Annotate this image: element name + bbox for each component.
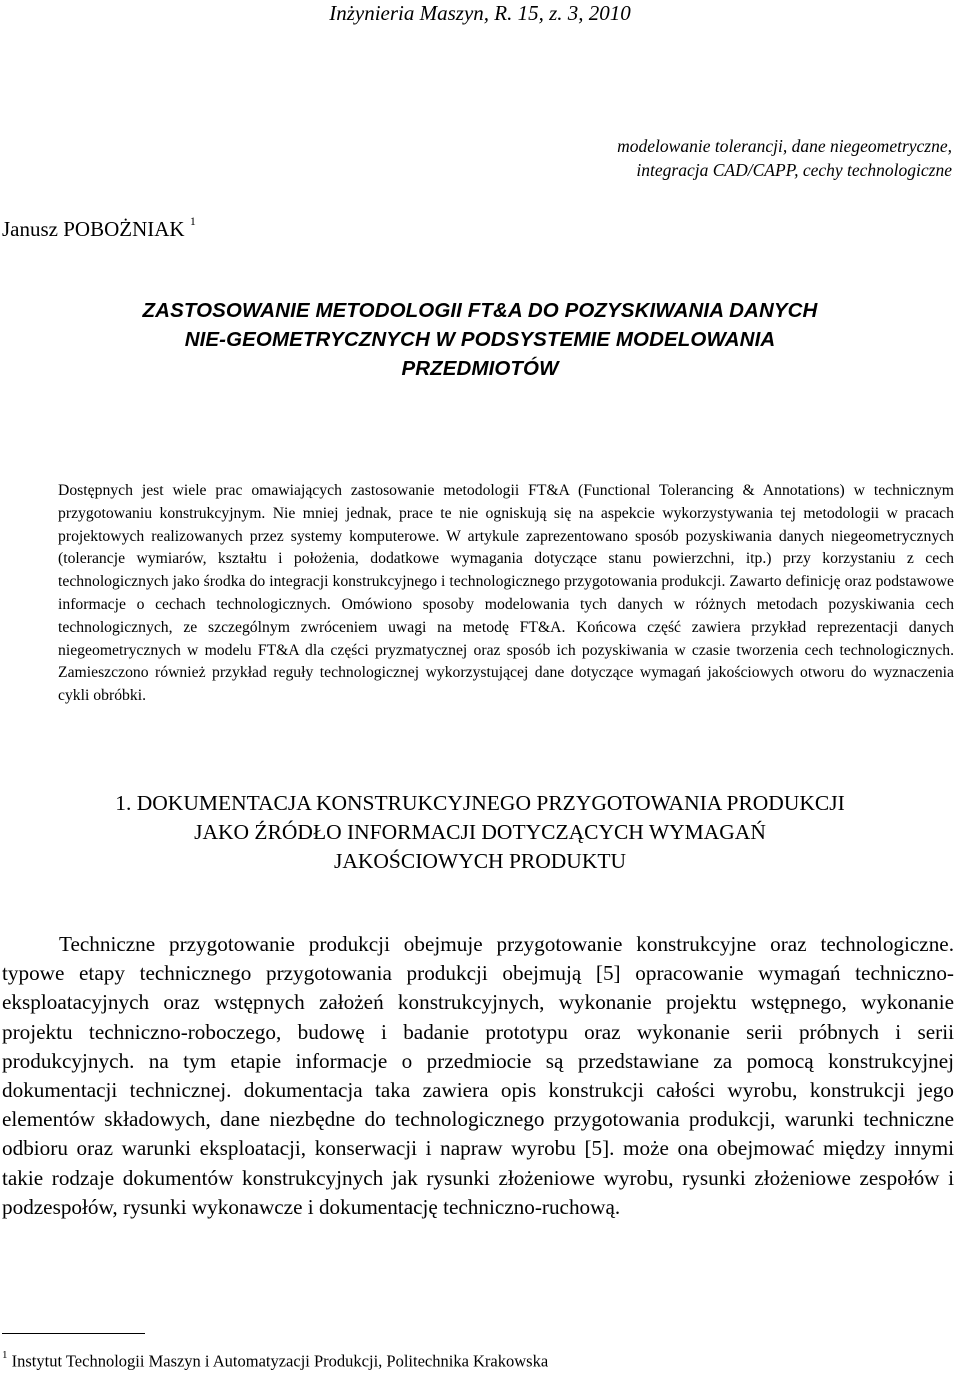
- title-line-1: ZASTOSOWANIE METODOLOGII FT&A DO POZYSKIWANIA DANYCH: [142, 299, 818, 322]
- abstract: [58, 480, 954, 708]
- footnote: [2, 1346, 548, 1373]
- footnote-divider: [2, 1333, 145, 1334]
- keywords-line-2: integracja CAD/CAPP, cechy technologiczne: [636, 160, 952, 180]
- title-line-3: PRZEDMIOTÓW: [401, 357, 559, 380]
- author-name: Janusz POBOŻNIAK: [2, 217, 185, 241]
- footnote-text: Instytut Technologii Maszyn i Automatyzacji Produkcji, Politechnika Krakowska: [11, 1351, 549, 1371]
- journal-citation: Inżynieria Maszyn, R. 15, z. 3, 2010: [329, 1, 631, 25]
- section-heading: [0, 789, 960, 876]
- keywords-line-1: modelowanie tolerancji, dane niegeometryczne,: [617, 136, 952, 156]
- section-body: [2, 930, 954, 1222]
- section-paragraph: Techniczne przygotowanie produkcji obejmuje przygotowanie konstrukcyjne oraz technologiczne. typowe etapy technicznego przygotowania produkcji obejmują [5] opracowanie wymagań techniczno- eksploatacyjnych oraz wstępnych założeń konstrukcyjnych, wykonanie projektu wstępnego, wykonanie projektu techniczno-roboczego, budowę i badanie prototypu oraz wykonanie serii próbnych i serii produkcyjnych. na tym etapie informacje o przedmiocie są przedstawiane za pomocą konstrukcyjnej dokumentacji technicznej. dokumentacja taka zawiera opis konstrukcji całości wyrobu, konstrukcji jego elementów składowych, dane niezbędne do technologicznego przygotowania produkcji, warunki techniczne odbioru oraz warunki eksploatacji, konserwacji i napraw wyrobu [5]. może ona obejmować między innymi takie rodzaje dokumentów konstrukcyjnych jak rysunki złożeniowe wyrobu, rysunki złożeniowe zespołów i podzespołów, rysunki wykonawcze i dokumentację techniczno-ruchową.: [2, 932, 954, 1219]
- title-line-2: NIE-GEOMETRYCZNYCH W PODSYSTEMIE MODELOWANIA: [184, 328, 776, 351]
- section-heading-line-3: JAKOŚCIOWYCH PRODUKTU: [333, 849, 627, 873]
- journal-header: [0, 0, 960, 26]
- author: [2, 210, 196, 243]
- abstract-text: Dostępnych jest wiele prac omawiających zastosowanie metodologii FT&A (Functional Tolerancing & Annotations) w technicznym przygotowaniu konstrukcyjnym. Nie mniej jednak, prace te nie ogniskują się na aspekcie wykorzystywania tej metodologii w pracach projektowych realizowanych przez systemy komputerowe. W artykule zaprezentowano sposób pozyskiwania danych niegeometrycznych (tolerancje wymiarów, kształtu i położenia, dodatkowe wymagania dotyczące stanu powierzchni, itp.) przy korzystaniu z cech technologicznych jako środka do integracji konstrukcyjnego i technologicznego przygotowania produkcji. Zawarto definicję oraz podstawowe informacje o cechach technologicznych. Omówiono sposoby modelowania tych danych w różnych metodach pozyskiwania cech technologicznych, ze szczególnym zwróceniem uwagi na metodę FT&A. Końcowa część zawiera przykład reprezentacji danych niegeometrycznych w modelu FT&A dla części pryzmatycznej oraz sposób ich pozyskiwania w czasie tworzenia cech technologicznych. Zamieszczono również przykład reguły technologicznej wykorzystującej dane dotyczące wymagań jakościowych otworu do wyznaczenia cykli obróbki.: [58, 482, 954, 705]
- keywords: [392, 134, 952, 182]
- author-footnote-mark: 1: [189, 214, 196, 228]
- footnote-mark: 1: [2, 1349, 8, 1361]
- section-heading-line-2: JAKO ŹRÓDŁO INFORMACJI DOTYCZĄCYCH WYMAGAŃ: [194, 820, 766, 844]
- section-heading-line-1: 1. DOKUMENTACJA KONSTRUKCYJNEGO PRZYGOTOWANIA PRODUKCJI: [115, 791, 845, 815]
- paper-title: [0, 296, 960, 383]
